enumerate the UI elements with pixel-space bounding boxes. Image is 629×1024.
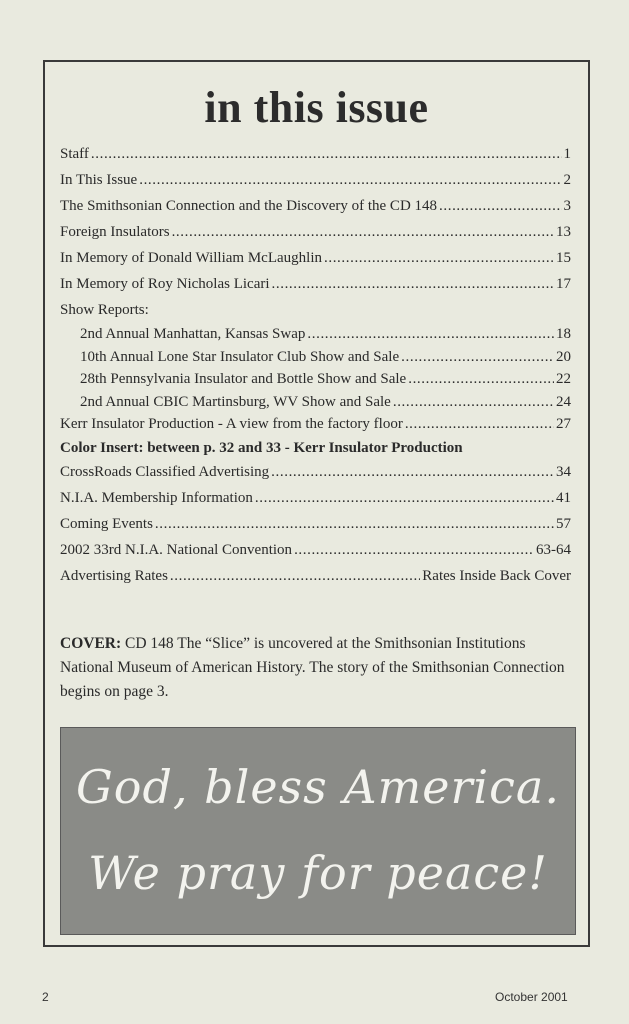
toc-entry-foreign-insulators[interactable] bbox=[60, 224, 571, 250]
toc-entry-label: In Memory of Roy Nicholas Licari bbox=[60, 276, 270, 292]
dot-leader bbox=[271, 464, 554, 481]
toc-entry-page: 63-64 bbox=[536, 541, 571, 558]
contents-frame bbox=[43, 60, 590, 947]
page-title: in this issue bbox=[204, 83, 429, 132]
toc-entry-cbic-show[interactable] bbox=[60, 394, 571, 417]
dot-leader bbox=[294, 542, 534, 559]
toc-entry-label: 28th Pennsylvania Insulator and Bottle Show and Sale bbox=[80, 371, 407, 387]
toc-entry-crossroads[interactable] bbox=[60, 464, 571, 490]
toc-entry-page: 15 bbox=[556, 250, 571, 266]
toc-entry-page: 17 bbox=[556, 276, 571, 292]
toc-entry-label: 2nd Annual Manhattan, Kansas Swap bbox=[80, 326, 306, 342]
toc-entry-page: 13 bbox=[556, 224, 571, 240]
toc-entry-page: 20 bbox=[556, 348, 571, 365]
toc-entry-label: In Memory of Donald William McLaughlin bbox=[60, 250, 322, 266]
toc-entry-pennsylvania-show[interactable] bbox=[60, 371, 571, 394]
toc-section-show-reports: Show Reports: bbox=[60, 302, 149, 318]
dot-leader bbox=[307, 326, 554, 343]
toc-entry-page: 41 bbox=[556, 489, 571, 506]
toc-entry-label: Foreign Insulators bbox=[60, 224, 170, 240]
toc-entry-page: 22 bbox=[556, 371, 571, 387]
toc-entry-staff[interactable] bbox=[60, 146, 571, 172]
toc-entry-page: 3 bbox=[563, 198, 571, 214]
dot-leader bbox=[172, 224, 554, 241]
toc-entry-smithsonian[interactable] bbox=[60, 198, 571, 224]
dot-leader bbox=[255, 490, 554, 507]
dot-leader bbox=[170, 568, 420, 585]
toc-entry-page: 24 bbox=[556, 393, 571, 410]
dot-leader bbox=[324, 250, 554, 267]
toc-entry-label: Staff bbox=[60, 146, 89, 162]
dot-leader bbox=[139, 172, 561, 189]
toc-entry-lone-star-show[interactable] bbox=[60, 349, 571, 372]
dot-leader bbox=[408, 371, 554, 388]
cover-description bbox=[60, 632, 575, 704]
toc-entry-in-this-issue[interactable] bbox=[60, 172, 571, 198]
dot-leader bbox=[155, 516, 554, 533]
dot-leader bbox=[401, 349, 554, 366]
toc-entry-manhattan-swap[interactable] bbox=[60, 326, 571, 349]
table-of-contents bbox=[60, 146, 571, 594]
toc-entry-membership[interactable] bbox=[60, 490, 571, 516]
toc-entry-advertising-rates[interactable] bbox=[60, 568, 571, 594]
toc-entry-convention[interactable] bbox=[60, 542, 571, 568]
toc-entry-label: 10th Annual Lone Star Insulator Club Show and Sale bbox=[80, 348, 400, 365]
toc-entry-label: In This Issue bbox=[60, 172, 138, 188]
banner-line-bless-america: God, bless America. bbox=[76, 760, 560, 814]
cover-text: CD 148 The “Slice” is uncovered at the Smithsonian Institutions National Museum of American History. The story of the Smithsonian Connection begins on page 3. bbox=[60, 635, 565, 700]
dot-leader bbox=[393, 394, 554, 411]
cover-label: COVER: bbox=[60, 635, 122, 652]
toc-entry-label: N.I.A. Membership Information bbox=[60, 489, 253, 506]
toc-entry-label: The Smithsonian Connection and the Discovery of the CD 148 bbox=[60, 198, 438, 214]
toc-entry-label: Advertising Rates bbox=[60, 567, 168, 584]
toc-entry-label: 2nd Annual CBIC Martinsburg, WV Show and Sale bbox=[80, 393, 391, 410]
toc-entry-kerr-production[interactable] bbox=[60, 416, 571, 440]
toc-entry-page: Rates Inside Back Cover bbox=[422, 567, 571, 584]
toc-entry-label: Kerr Insulator Production - A view from the factory floor bbox=[60, 416, 403, 432]
dot-leader bbox=[405, 416, 554, 433]
toc-entry-page: 2 bbox=[563, 172, 571, 188]
toc-entry-memory-mclaughlin[interactable] bbox=[60, 250, 571, 276]
prayer-banner bbox=[60, 727, 576, 935]
toc-entry-label: Coming Events bbox=[60, 515, 153, 532]
toc-color-insert: Color Insert: between p. 32 and 33 - Kerr Insulator Production bbox=[60, 439, 463, 456]
toc-entry-coming-events[interactable] bbox=[60, 516, 571, 542]
toc-entry-label: 2002 33rd N.I.A. National Convention bbox=[60, 541, 293, 558]
dot-leader bbox=[272, 276, 554, 293]
banner-line-pray-for-peace: We pray for peace! bbox=[88, 846, 548, 900]
toc-entry-page: 1 bbox=[563, 146, 571, 162]
footer-page-number: 2 bbox=[42, 990, 49, 1004]
toc-entry-page: 57 bbox=[556, 515, 571, 532]
toc-entry-label: CrossRoads Classified Advertising bbox=[60, 463, 270, 480]
toc-entry-page: 18 bbox=[556, 326, 571, 342]
toc-entry-page: 34 bbox=[556, 463, 571, 480]
footer-date: October 2001 bbox=[495, 990, 568, 1004]
dot-leader bbox=[91, 146, 562, 163]
toc-entry-memory-licari[interactable] bbox=[60, 276, 571, 302]
toc-entry-page: 27 bbox=[556, 416, 571, 432]
dot-leader bbox=[439, 198, 561, 215]
